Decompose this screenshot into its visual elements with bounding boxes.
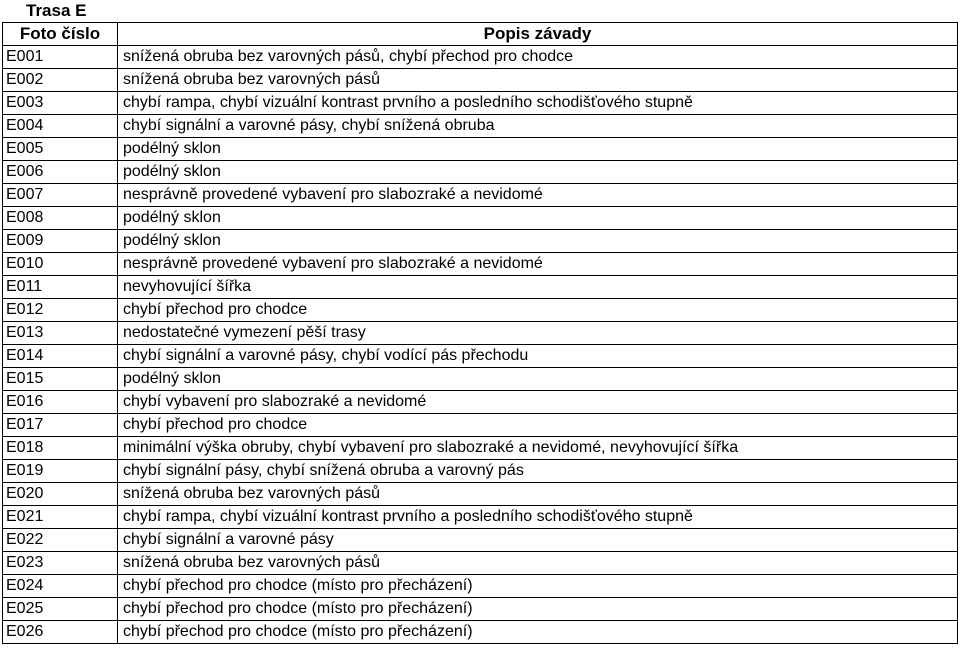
photo-number-cell: E015 [3,368,118,391]
photo-number-cell: E006 [3,161,118,184]
photo-number-cell: E007 [3,184,118,207]
photo-number-cell: E002 [3,69,118,92]
table-row [3,621,958,644]
table-row [3,276,958,299]
table-row [3,69,958,92]
table-row [3,529,958,552]
defect-description-cell: nedostatečné vymezení pěší trasy [118,322,958,345]
defect-description-cell: nesprávně provedené vybavení pro slabozraké a nevidomé [118,184,958,207]
photo-number-cell: E016 [3,391,118,414]
table-row [3,161,958,184]
table-row [3,322,958,345]
photo-number-cell: E001 [3,46,118,69]
table-row [3,138,958,161]
defect-description-cell: chybí přechod pro chodce (místo pro přecházení) [118,598,958,621]
defect-description-cell: snížená obruba bez varovných pásů [118,69,958,92]
defect-description-cell: podélný sklon [118,368,958,391]
description-header: Popis závady [118,23,958,46]
photo-number-cell: E005 [3,138,118,161]
defect-description-cell: chybí přechod pro chodce [118,414,958,437]
photo-number-cell: E022 [3,529,118,552]
defect-description-cell: chybí rampa, chybí vizuální kontrast prvního a posledního schodišťového stupně [118,92,958,115]
page-title: Trasa E [26,1,87,20]
table-row [3,92,958,115]
photo-number-cell: E011 [3,276,118,299]
photo-number-cell: E018 [3,437,118,460]
defect-description-cell: chybí přechod pro chodce (místo pro přecházení) [118,621,958,644]
photo-number-cell: E020 [3,483,118,506]
table-row [3,460,958,483]
table-row [3,483,958,506]
table-row [3,299,958,322]
photo-number-cell: E009 [3,230,118,253]
table-row [3,437,958,460]
photo-number-cell: E017 [3,414,118,437]
defect-description-cell: snížená obruba bez varovných pásů [118,483,958,506]
table-header-row [3,23,958,46]
table-row [3,115,958,138]
photo-number-cell: E003 [3,92,118,115]
defect-description-cell: podélný sklon [118,207,958,230]
photo-number-cell: E014 [3,345,118,368]
table-row [3,184,958,207]
photo-number-cell: E008 [3,207,118,230]
table-body [3,46,958,644]
defect-description-cell: chybí rampa, chybí vizuální kontrast prvního a posledního schodišťového stupně [118,506,958,529]
defect-description-cell: chybí přechod pro chodce [118,299,958,322]
photo-number-cell: E012 [3,299,118,322]
defect-description-cell: podélný sklon [118,138,958,161]
table-row [3,575,958,598]
photo-number-cell: E024 [3,575,118,598]
defects-table [2,22,958,644]
defect-description-cell: minimální výška obruby, chybí vybavení pro slabozraké a nevidomé, nevyhovující šířka [118,437,958,460]
table-row [3,46,958,69]
photo-number-cell: E021 [3,506,118,529]
defect-description-cell: snížená obruba bez varovných pásů, chybí přechod pro chodce [118,46,958,69]
photo-number-cell: E010 [3,253,118,276]
table-row [3,253,958,276]
defect-description-cell: chybí signální a varovné pásy, chybí vodící pás přechodu [118,345,958,368]
photo-number-cell: E026 [3,621,118,644]
defect-description-cell: chybí přechod pro chodce (místo pro přecházení) [118,575,958,598]
table-row [3,391,958,414]
defect-description-cell: nesprávně provedené vybavení pro slabozraké a nevidomé [118,253,958,276]
photo-number-header: Foto číslo [3,23,118,46]
defect-description-cell: chybí signální a varovné pásy, chybí snížená obruba [118,115,958,138]
photo-number-cell: E023 [3,552,118,575]
defect-description-cell: chybí signální pásy, chybí snížená obruba a varovný pás [118,460,958,483]
defect-description-cell: chybí signální a varovné pásy [118,529,958,552]
defect-description-cell: podélný sklon [118,161,958,184]
photo-number-cell: E025 [3,598,118,621]
table-row [3,368,958,391]
defect-description-cell: snížená obruba bez varovných pásů [118,552,958,575]
table-row [3,598,958,621]
table-row [3,345,958,368]
table-row [3,207,958,230]
photo-number-cell: E004 [3,115,118,138]
defect-description-cell: nevyhovující šířka [118,276,958,299]
table-row [3,230,958,253]
table-row [3,552,958,575]
defect-description-cell: chybí vybavení pro slabozraké a nevidomé [118,391,958,414]
photo-number-cell: E013 [3,322,118,345]
defect-description-cell: podélný sklon [118,230,958,253]
photo-number-cell: E019 [3,460,118,483]
table-row [3,414,958,437]
table-row [3,506,958,529]
